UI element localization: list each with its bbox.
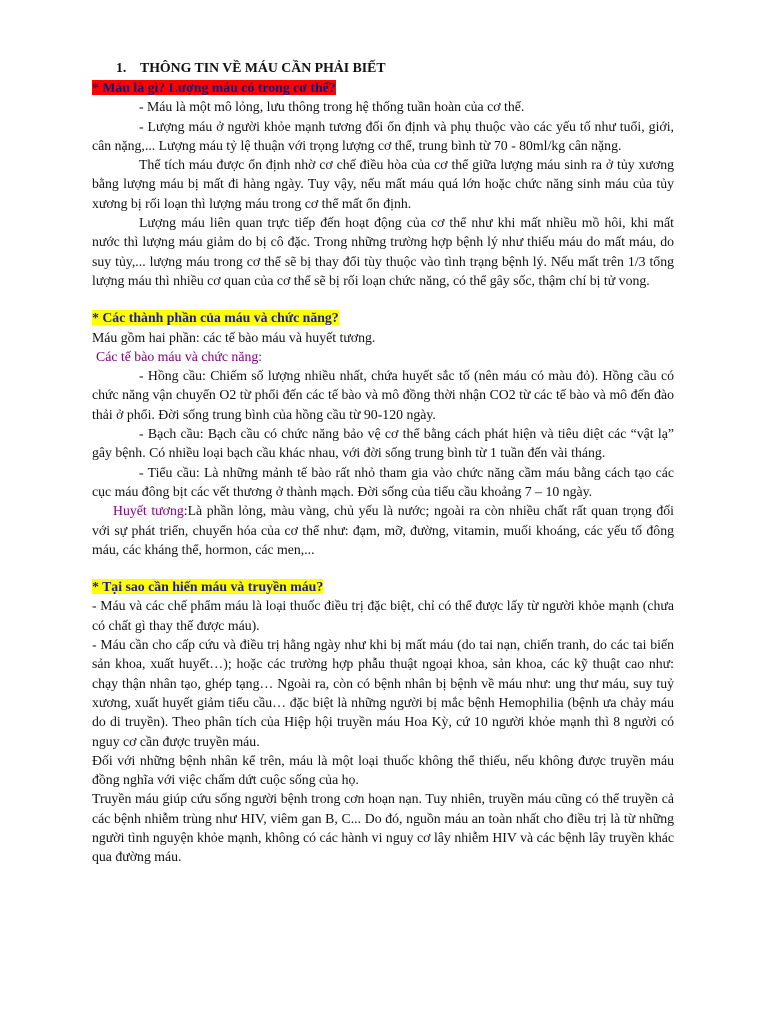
heading-blood-components-text: * Các thành phần của máu và chức năng? [92, 310, 339, 326]
spacer [92, 559, 674, 577]
subheading-blood-cells: Các tế bào máu và chức năng: [96, 348, 263, 364]
paragraph: - Bạch cầu: Bạch cầu có chức năng bảo vệ cơ thể bằng cách phát hiện và tiêu diệt các “vật lạ” gây bệnh. Có nhiều loại bạch cầu khác nhau, với đời sống trung bình từ 1 tuần đến vài tháng. [92, 426, 674, 461]
section-number: 1. [116, 60, 127, 75]
heading-what-is-blood [92, 78, 674, 97]
heading-blood-components [92, 308, 674, 327]
section-title-text: THÔNG TIN VỀ MÁU CẦN PHẢI BIẾT [140, 60, 386, 75]
spacer [92, 290, 674, 308]
heading-what-is-blood-text: * Máu là gì? Lượng máu có trong cơ thể? [92, 80, 336, 95]
paragraph: - Tiểu cầu: Là những mảnh tế bào rất nhỏ tham gia vào chức năng cầm máu bằng cách tạo các cục máu đông bịt các vết thương ở thành mạch. Đời sống của tiểu cầu khoảng 7 – 10 ngày. [92, 464, 674, 499]
paragraph: Truyền máu giúp cứu sống người bệnh trong cơn hoạn nạn. Tuy nhiên, truyền máu cũng có thể truyền cả các bệnh nhiễm trùng như HIV, viêm gan B, C... Do đó, nguồn máu an toàn nhất cho điều trị là từ những người tình nguyện khỏe mạnh, không có các hành vi nguy cơ lây nhiễm HIV và các bệnh lây truyền khác qua đường máu. [92, 791, 674, 865]
paragraph: Lượng máu liên quan trực tiếp đến hoạt động của cơ thể như khi mất nhiều mồ hôi, khi mất nước thì lượng máu giảm do bị cô đặc. Trong những trường hợp bệnh lý như thiếu máu do mất máu, do suy tủy,... lượng máu trong cơ thể sẽ bị thay đổi tùy thuộc vào tình trạng bệnh lý. Nếu mất trên 1/3 tổng lượng máu thì nhiều cơ quan của cơ thể sẽ bị rối loạn chức năng, có thể gây sốc, thậm chí bị tử vong. [92, 215, 674, 288]
subheading-plasma: Huyết tương [113, 503, 184, 519]
paragraph: Máu gồm hai phần: các tế bào máu và huyết tương. [92, 329, 376, 345]
heading-why-donate [92, 577, 674, 596]
heading-why-donate-text: * Tại sao cần hiến máu và truyền máu? [92, 579, 324, 595]
paragraph: - Hồng cầu: Chiếm số lượng nhiều nhất, chứa huyết sắc tố (nên máu có màu đỏ). Hồng cầu có chức năng vận chuyển O2 từ phổi đến các tế bào và mô đồng thời nhận CO2 từ các tế bào và mô đến đào thải ở phổi. Đời sống trung bình của hồng cầu từ 90-120 ngày. [92, 368, 674, 422]
paragraph: - Lượng máu ở người khỏe mạnh tương đối ổn định và phụ thuộc vào các yếu tố như tuổi, giới, cân nặng,... Lượng máu tỷ lệ thuận với trọng lượng cơ thể, trung bình từ 70 - 80ml/kg cân nặng. [92, 118, 674, 153]
document-body [92, 58, 674, 867]
paragraph: - Máu là một mô lỏng, lưu thông trong hệ thống tuần hoàn của cơ thể. [139, 99, 525, 115]
paragraph: - Máu cần cho cấp cứu và điều trị hằng ngày như khi bị mất máu (do tai nạn, chiến tranh, do các tai biến sản khoa, xuất huyết…); hoặc các trường hợp phẫu thuật ngoại khoa, sản khoa, các kỹ thuật cao như: chạy thận nhân tạo, ghép tạng… Ngoài ra, còn có bệnh nhân bị bệnh về máu như: ung thư máu, suy tuỷ xương, xuất huyết giảm tiểu cầu… đặc biệt là những người bị mắc bệnh Hemophilia (bệnh ưa chảy máu do di truyền). Theo phân tích của Hiệp hội truyền máu Hoa Kỳ, cứ 10 người khỏe mạnh thì 8 người có nguy cơ cần được truyền máu. [92, 637, 674, 749]
paragraph: Thể tích máu được ổn định nhờ cơ chế điều hòa của cơ thể giữa lượng máu sinh ra ở tủy xương bằng lượng máu bị mất đi hàng ngày. Tuy vậy, nếu mất máu quá lớn hoặc chức năng sinh máu của tủy xương bị rối loạn thì lượng máu trong cơ thể mất ổn định. [92, 157, 674, 211]
paragraph: Đối với những bệnh nhân kể trên, máu là một loại thuốc không thể thiếu, nếu không được truyền máu đồng nghĩa với việc chấm dứt cuộc sống của họ. [92, 752, 674, 788]
paragraph: - Máu và các chế phẩm máu là loại thuốc điều trị đặc biệt, chỉ có thể được lấy từ người khỏe mạnh (chưa có chất gì thay thế được máu). [92, 598, 674, 633]
plasma-text: :Là phần lỏng, màu vàng, chủ yếu là nước; ngoài ra còn nhiều chất rất quan trọng đối với sự phát triển, chuyển hóa của cơ thể như: đạm, mỡ, đường, vitamin, muối khoáng, các yếu tố đông máu, các kháng thể, hormon, các men,... [92, 503, 674, 557]
section-title [116, 58, 674, 78]
paragraph-plasma [92, 501, 674, 559]
